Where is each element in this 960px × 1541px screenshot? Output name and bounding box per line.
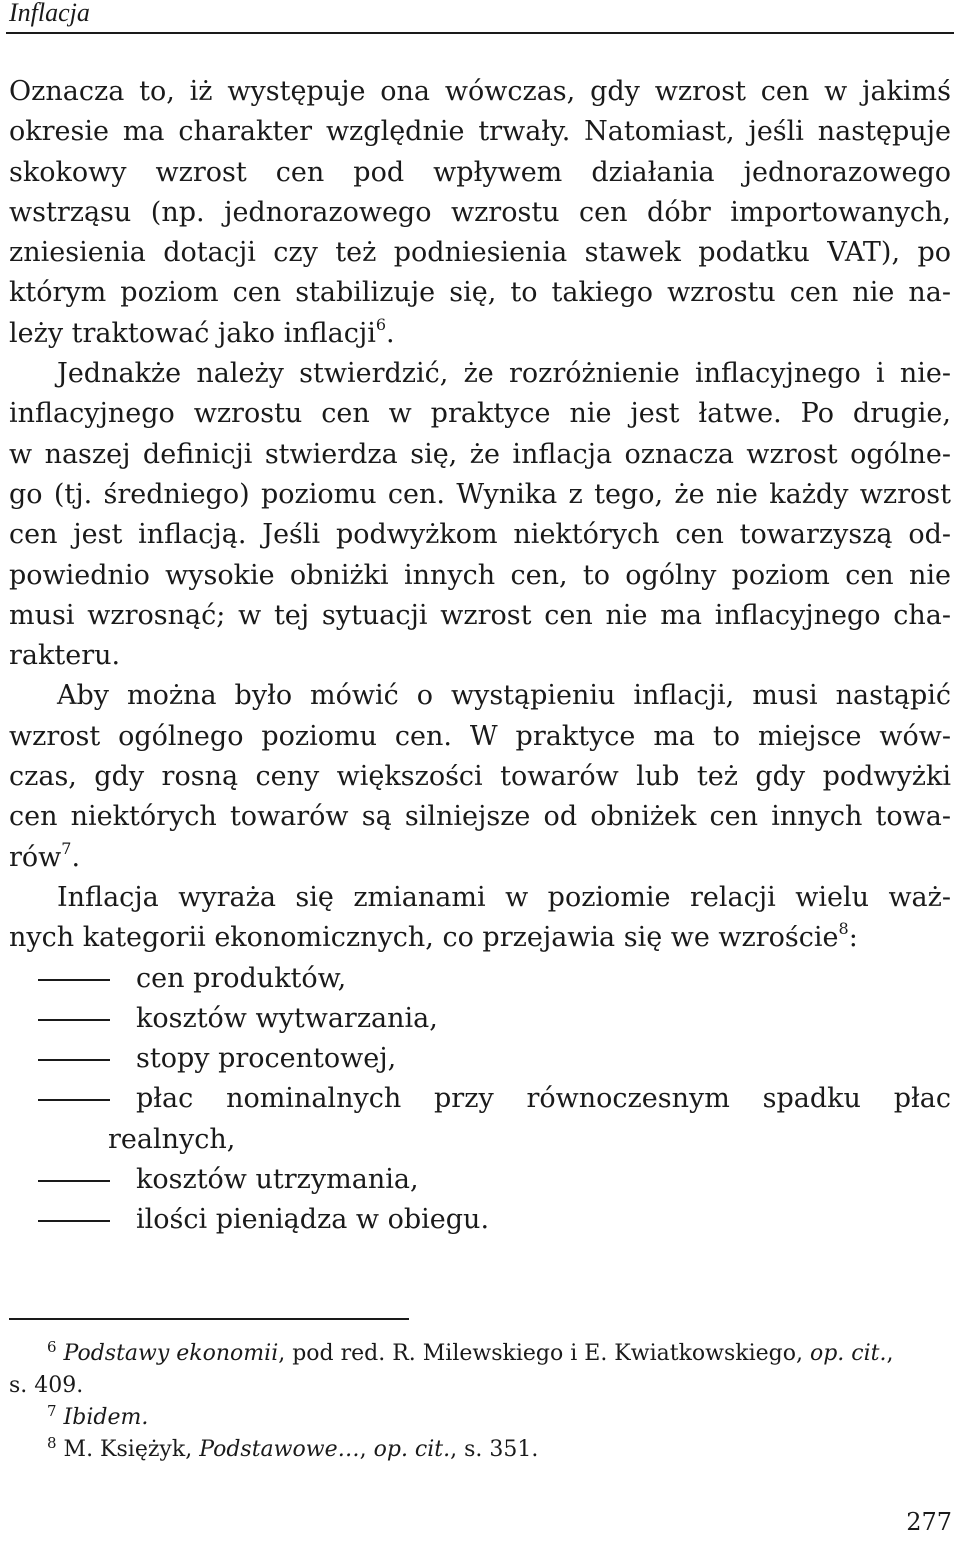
footnote-rule <box>9 1318 409 1320</box>
text-line: zniesienia dotacji czy też podniesienia stawek podatku VAT), po <box>9 237 951 269</box>
text-line <box>9 918 951 958</box>
dash-bullet <box>38 1220 110 1222</box>
text-run: nych kategorii ekonomicznych, co przejawia się we wzroście <box>9 922 839 954</box>
text-run: : <box>848 922 858 954</box>
footnote-7 <box>9 1402 951 1434</box>
footnote-ref[interactable]: 7 <box>61 838 72 858</box>
text-run: . <box>386 317 395 349</box>
list-item-text: cen produktów, <box>136 962 347 994</box>
list-item <box>9 1039 951 1079</box>
footnote-8 <box>9 1434 951 1466</box>
text-line: go (tj. średniego) poziomu cen. Wynika z tego, że nie każdy wzrost <box>9 478 951 510</box>
list-item <box>9 1079 951 1119</box>
text-line: inflacyjnego wzrostu cen w praktyce nie jest łatwe. Po drugie, <box>9 398 951 430</box>
text-line <box>9 314 951 354</box>
text-line: Oznacza to, iż występuje ona wówczas, gdy wzrost cen w jakimś <box>9 76 951 107</box>
footnote-number: 7 <box>47 1402 57 1420</box>
footnote-number: 6 <box>47 1338 57 1356</box>
body-text <box>9 72 951 1241</box>
list-item-text: ilości pieniądza w obiegu. <box>136 1204 490 1236</box>
text-line: cen jest inflacją. Jeśli podwyżkom niektórych cen towarzyszą od- <box>9 519 951 551</box>
list-item <box>9 999 951 1039</box>
footnotes <box>9 1338 951 1466</box>
text-run: rów <box>9 841 62 873</box>
footnote-text: Ibidem. <box>63 1405 149 1430</box>
text-line: wstrząsu (np. jednorazowego wzrostu cen dóbr importowanych, <box>9 196 951 228</box>
text-line: którym poziom cen stabilizuje się, to takiego wzrostu cen nie na- <box>9 277 951 309</box>
text-line: Aby można było mówić o wystąpieniu inflacji, musi nastąpić <box>57 680 951 712</box>
text-line: w naszej definicji stwierdza się, że inflacja oznacza wzrost ogólne- <box>9 438 951 470</box>
footnote-text: , <box>359 1437 374 1462</box>
text-line: rakteru. <box>9 640 121 672</box>
footnote-title: Podstawy ekonomii <box>63 1341 279 1366</box>
text-run: . <box>71 841 81 873</box>
page-number: 277 <box>906 1508 952 1536</box>
footnote-title: Podstawowe… <box>199 1437 360 1462</box>
footnote-ref[interactable]: 8 <box>838 919 849 939</box>
dash-bullet <box>38 1059 110 1061</box>
footnote-opcit: op. cit. <box>809 1341 887 1366</box>
text-line: powiednio wysokie obniżki innych cen, to ogólny poziom cen nie <box>9 559 951 591</box>
list-item-text: kosztów wytwarzania, <box>136 1002 438 1034</box>
footnote-text: , <box>886 1341 894 1366</box>
footnote-opcit: op. cit. <box>373 1437 451 1462</box>
list-item-text: płac nominalnych przy równoczesnym spadku płac <box>136 1083 951 1115</box>
footnote-6 <box>9 1338 951 1370</box>
text-run: leży traktować jako inflacji <box>9 317 376 349</box>
dash-bullet <box>38 979 110 981</box>
text-line: czas, gdy rosną ceny większości towarów lub też gdy podwyżki <box>9 761 951 793</box>
list-item-continuation: realnych, <box>108 1123 236 1155</box>
text-line: musi wzrosnąć; w tej sytuacji wzrost cen nie ma inflacyjnego cha- <box>9 599 951 631</box>
text-line: skokowy wzrost cen pod wpływem działania jednorazowego <box>9 156 951 188</box>
header-rule <box>6 32 954 34</box>
footnote-6-continuation: s. 409. <box>9 1373 84 1398</box>
text-line: cen niektórych towarów są silniejsze od obniżek cen innych towa- <box>9 801 951 833</box>
footnote-ref[interactable]: 6 <box>375 314 387 334</box>
list-item <box>9 1200 951 1240</box>
dash-bullet <box>38 1180 110 1182</box>
text-line: Jednakże należy stwierdzić, że rozróżnienie inflacyjnego i nie- <box>57 358 951 390</box>
list-item-text: kosztów utrzymania, <box>136 1164 419 1196</box>
list-item <box>9 1160 951 1200</box>
dash-bullet <box>38 1099 110 1101</box>
footnote-text: , pod red. R. Milewskiego i E. Kwiatkowskiego, <box>278 1341 810 1366</box>
text-line: Inflacja wyraża się zmianami w poziomie relacji wielu waż- <box>57 881 951 913</box>
footnote-author: M. Księżyk, <box>63 1437 200 1462</box>
text-line: wzrost ogólnego poziomu cen. W praktyce ma to miejsce wów- <box>9 720 951 752</box>
text-line <box>9 838 951 878</box>
footnote-text: , s. 351. <box>450 1437 539 1462</box>
footnote-number: 8 <box>47 1434 57 1452</box>
running-header: Inflacja <box>9 0 90 27</box>
list-item <box>9 959 951 999</box>
text-line: okresie ma charakter względnie trwały. Natomiast, jeśli następuje <box>9 116 951 148</box>
list-item-text: stopy procentowej, <box>136 1043 397 1075</box>
dash-bullet <box>38 1019 110 1021</box>
